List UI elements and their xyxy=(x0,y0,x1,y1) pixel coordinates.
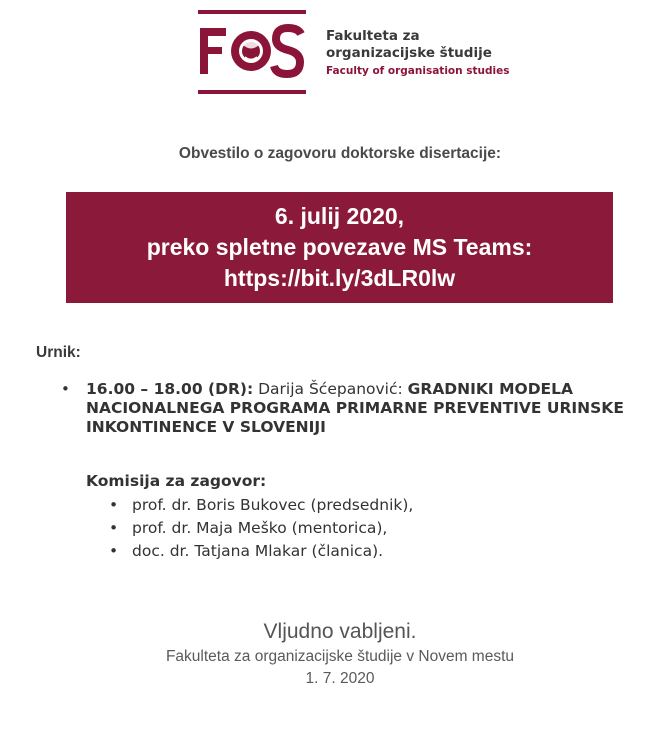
committee-member xyxy=(86,517,626,540)
notice-title: Obvestilo o zagovoru doktorske disertacije: xyxy=(178,145,502,162)
committee-member-name: prof. dr. Boris Bukovec (predsednik), xyxy=(132,496,414,514)
committee-section xyxy=(86,472,626,563)
committee-member-name: prof. dr. Maja Meško (mentorica), xyxy=(132,519,388,537)
logo-line-3: Faculty of organisation studies xyxy=(326,65,510,77)
bullet-icon: • xyxy=(61,380,70,398)
logo-line-1: Fakulteta za xyxy=(326,28,420,44)
banner-date: 6. julij 2020, xyxy=(274,203,405,229)
logo-line-2: organizacijske študije xyxy=(326,45,492,61)
committee-member-name: doc. dr. Tatjana Mlakar (članica). xyxy=(132,542,384,560)
bullet-icon: • xyxy=(109,496,119,514)
schedule-item xyxy=(61,380,646,437)
banner-platform: preko spletne povezave MS Teams: xyxy=(146,234,533,260)
committee-title: Komisija za zagovor: xyxy=(86,472,267,490)
committee-list xyxy=(86,494,626,563)
schedule-label: Urnik: xyxy=(36,344,81,361)
fos-logo-mark xyxy=(198,10,306,94)
bullet-icon: • xyxy=(109,542,119,560)
banner-link[interactable]: https://bit.ly/3dLR0lw xyxy=(223,265,456,291)
closing-date: 1. 7. 2020 xyxy=(305,670,375,687)
committee-member xyxy=(86,540,626,563)
schedule-time: 16.00 – 18.00 (DR): xyxy=(86,380,254,398)
committee-member xyxy=(86,494,626,517)
closing-organisation: Fakulteta za organizacijske študije v Novem mestu xyxy=(165,648,515,665)
bullet-icon: • xyxy=(109,519,119,537)
logo-text-block xyxy=(326,28,510,80)
candidate-name: Darija Šćepanović: xyxy=(258,380,403,398)
faculty-logo xyxy=(198,10,510,96)
closing-greeting: Vljudno vabljeni. xyxy=(263,620,417,643)
event-banner xyxy=(66,192,613,303)
dissertation-title: GRADNIKI MODELA NACIONALNEGA PROGRAMA PRIMARNE PREVENTIVE URINSKE INKONTINENCE V SLOVENIJI xyxy=(86,380,624,436)
